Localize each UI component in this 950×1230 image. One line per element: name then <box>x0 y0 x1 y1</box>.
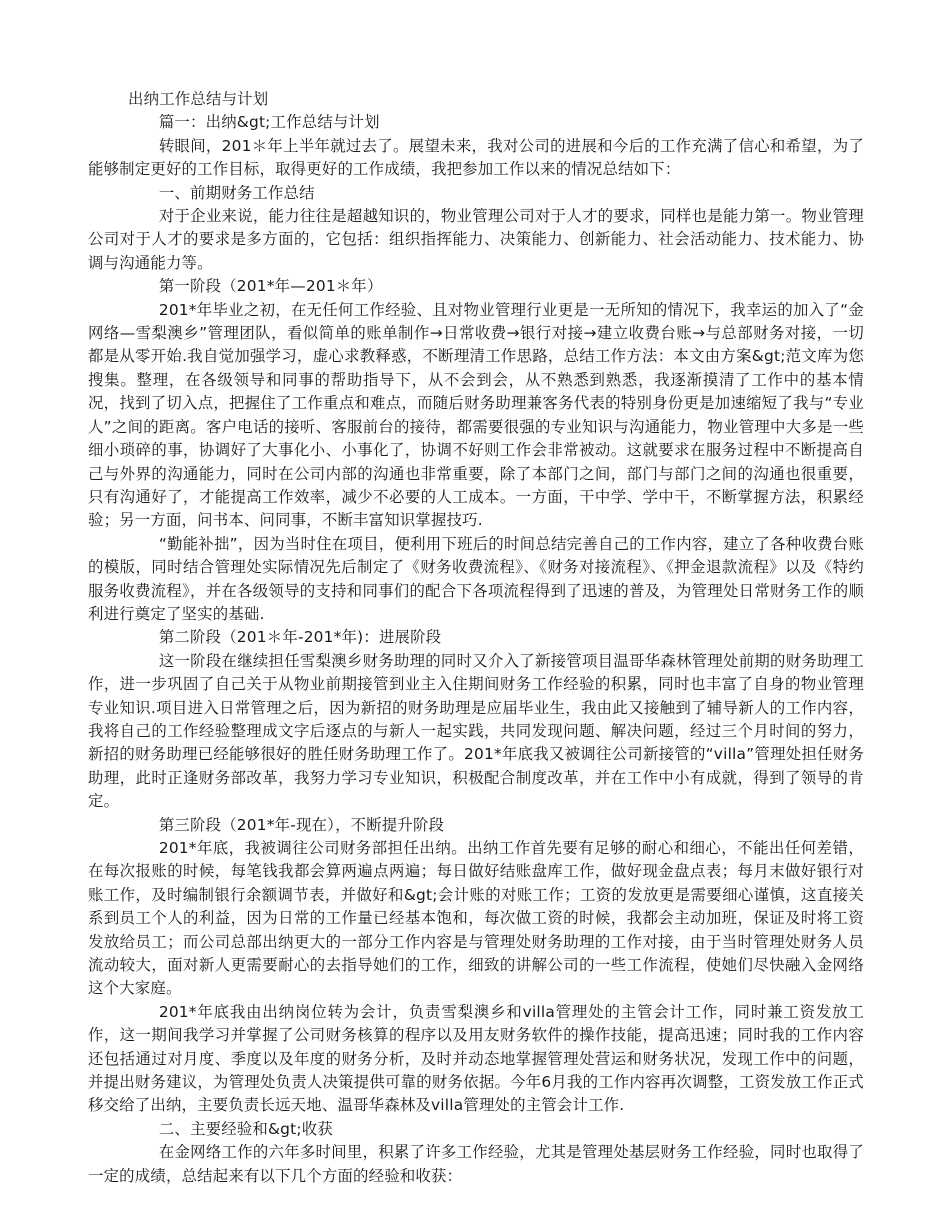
document-page <box>88 88 864 1188</box>
paragraph-stage-1: 201*年毕业之初，在无任何工作经验、且对物业管理行业更是一无所知的情况下，我幸运的加入了“金网络—雪梨澳乡”管理团队，看似简单的账单制作→日常收费→银行对接→建立收费台账→与总部财务对接，一切都是从零开始.我自觉加强学习，虚心求教释惑，不断理清工作思路，总结工作方法：本文由方案&gt;范文库为您搜集。整理，在各级领导和同事的帮助指导下，从不会到会，从不熟悉到熟悉，我逐渐摸清了工作中的基本情况，找到了切入点，把握住了工作重点和难点，而随后财务助理兼客务代表的特别身份更是加速缩短了我与“专业人”之间的距离。客户电话的接听、客服前台的接待，都需要很强的专业知识与沟通能力，物业管理中大多是一些细小琐碎的事，协调好了大事化小、小事化了，协调不好则工作会非常被动。这就要求在服务过程中不断提高自己与外界的沟通能力，同时在公司内部的沟通也非常重要，除了本部门之间，部门与部门之间的沟通也很重要，只有沟通好了，才能提高工作效率，减少不必要的人工成本。一方面，干中学、学中干，不断掌握方法，积累经验；另一方面，问书本、问同事，不断丰富知识掌握技巧. <box>88 300 864 530</box>
paragraph-ability: 对于企业来说，能力往往是超越知识的，物业管理公司对于人才的要求，同样也是能力第一。物业管理公司对于人才的要求是多方面的，它包括：组织指挥能力、决策能力、创新能力、社会活动能力、技术能力、协调与沟通能力等。 <box>88 207 864 272</box>
paragraph-stage-3: 201*年底，我被调往公司财务部担任出纳。出纳工作首先要有足够的耐心和细心，不能出任何差错，在每次报账的时候，每笔钱我都会算两遍点两遍；每日做好结账盘库工作，做好现金盘点表；每月末做好银行对账工作，及时编制银行余额调节表，并做好和&gt;会计账的对账工作；工资的发放更是需要细心谨慎，这直接关系到员工个人的利益，因为日常的工作量已经基本饱和，每次做工资的时候，我都会主动加班，保证及时将工资发放给员工；而公司总部出纳更大的一部分工作内容是与管理处财务助理的工作对接，由于当时管理处财务人员流动较大，面对新人更需要耐心的去指导她们的工作，细致的讲解公司的一些工作流程，使她们尽快融入金网络这个大家庭。 <box>88 839 864 998</box>
section-heading-2: 二、主要经验和&gt;收获 <box>158 1119 333 1138</box>
document-title: 出纳工作总结与计划 <box>128 90 269 108</box>
paragraph-experience: 在金网络工作的六年多时间里，积累了许多工作经验，尤其是管理处基层财务工作经验，同时也取得了一定的成绩，总结起来有以下几个方面的经验和收获： <box>88 1143 864 1185</box>
stage-heading-1: 第一阶段（201*年—201＊年） <box>158 277 383 296</box>
stage-heading-2: 第二阶段（201＊年-201*年)：进展阶段 <box>158 628 442 647</box>
section-heading-1: 一、前期财务工作总结 <box>158 183 315 202</box>
paragraph-stage-2: 这一阶段在继续担任雪梨澳乡财务助理的同时又介入了新接管项目温哥华森林管理处前期的财务助理工作，进一步巩固了自己关于从物业前期接管到业主入住期间财务工作经验的积累，同时也丰富了自身的物业管理专业知识.项目进入日常管理之后，因为新招的财务助理是应届毕业生，我由此又接触到了辅导新人的工作内容，我将自己的工作经验整理成文字后逐点的与新人一起实践，共同发现问题、解决问题，经过三个月时间的努力，新招的财务助理已经能够很好的胜任财务助理工作了。201*年底我又被调往公司新接管的“villa”管理处担任财务助理，此时正逢财务部改革，我努力学习专业知识，积极配合制度改革，并在工作中小有成就，得到了领导的肯定。 <box>88 651 864 811</box>
paragraph-diligence: “勤能补拙”，因为当时住在项目，便利用下班后的时间总结完善自己的工作内容，建立了各种收费台账的模版，同时结合管理处实际情况先后制定了《财务收费流程》、《财务对接流程》、《押金退款流程》以及《特约服务收费流程》，并在各级领导的支持和同事们的配合下各项流程得到了迅速的普及，为管理处日常财务工作的顺利进行奠定了坚实的基础. <box>88 534 864 623</box>
paragraph-intro: 转眼间，201＊年上半年就过去了。展望未来，我对公司的进展和今后的工作充满了信心和希望，为了能够制定更好的工作目标，取得更好的工作成绩，我把参加工作以来的情况总结如下： <box>88 136 864 179</box>
stage-heading-3: 第三阶段（201*年-现在），不断提升阶段 <box>158 815 445 834</box>
chapter-heading: 篇一：出纳&gt;工作总结与计划 <box>158 113 380 132</box>
paragraph-accountant: 201*年底我由出纳岗位转为会计，负责雪梨澳乡和villa管理处的主管会计工作，同时兼工资发放工作，这一期间我学习并掌握了公司财务核算的程序以及用友财务软件的操作技能，提高迅速；同时我的工作内容还包括通过对月度、季度以及年度的财务分析，及时并动态地掌握管理处营运和财务状况，发现工作中的问题，并提出财务建议，为管理处负责人决策提供可靠的财务依据。今年6月我的工作内容再次调整，工资发放工作正式移交给了出纳，主要负责长远天地、温哥华森林及villa管理处的主管会计工作. <box>88 1002 864 1115</box>
